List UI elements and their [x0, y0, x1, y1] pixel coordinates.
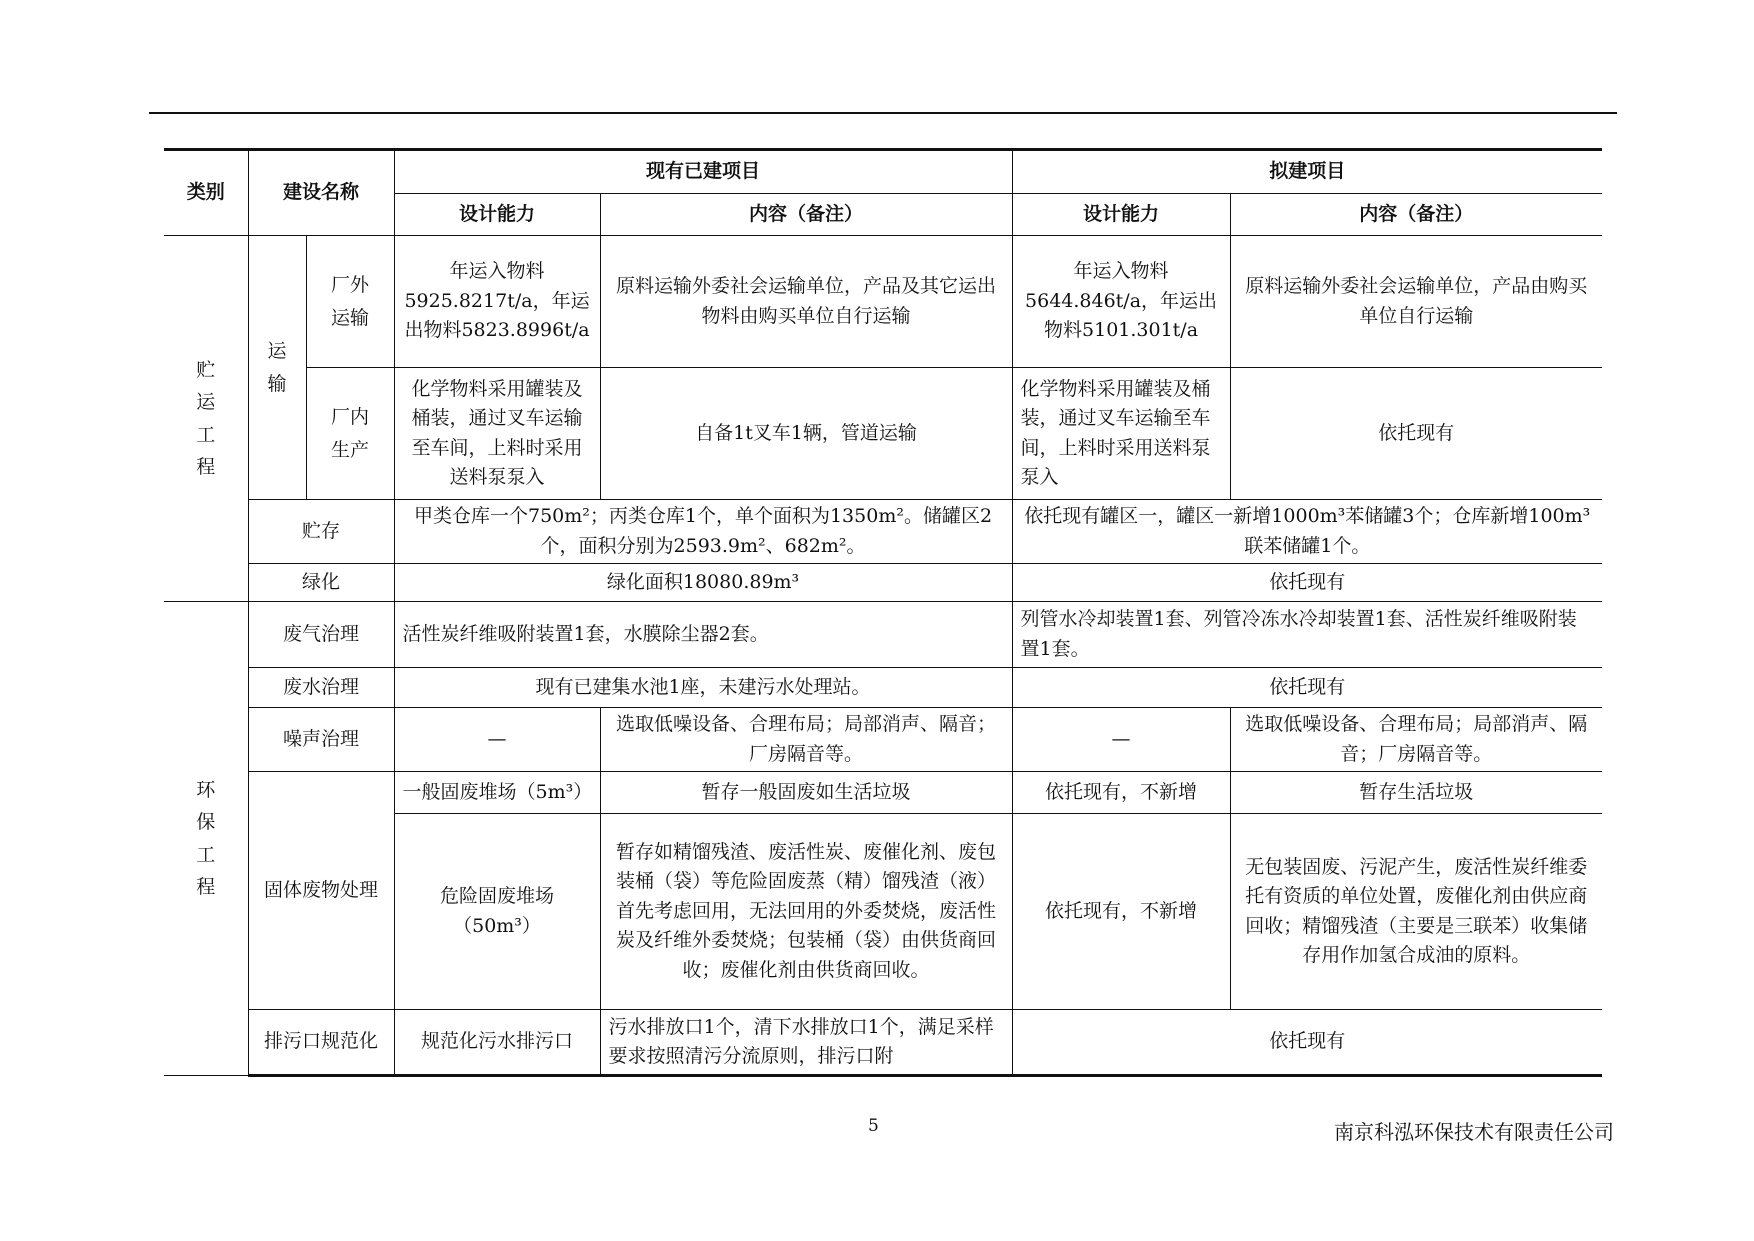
- outlet-proposed: 依托现有: [1012, 1010, 1602, 1076]
- engineering-table: [164, 148, 1602, 1077]
- external-transport-name: 厂外运输: [331, 274, 370, 329]
- noise-existing-capacity: —: [394, 708, 600, 772]
- transport-label-cell: [248, 236, 306, 500]
- noise-proposed-capacity: —: [1012, 708, 1230, 772]
- page-number: 5: [868, 1116, 879, 1136]
- greening-proposed: 依托现有: [1012, 564, 1602, 602]
- noise-existing-content: 选取低噪设备、合理布局；局部消声、隔音；厂房隔音等。: [600, 708, 1012, 772]
- storage-name: 贮存: [248, 500, 394, 564]
- transport-label: 运输: [267, 340, 287, 395]
- greening-name: 绿化: [248, 564, 394, 602]
- category-environmental: [164, 602, 248, 1076]
- header-existing-capacity: 设计能力: [394, 194, 600, 236]
- external-existing-capacity: 年运入物料5925.8217t/a，年运出物料5823.8996t/a: [394, 236, 600, 368]
- noise-proposed-content: 选取低噪设备、合理布局；局部消声、隔音；厂房隔音等。: [1230, 708, 1602, 772]
- internal-existing-content: 自备1t叉车1辆，管道运输: [600, 368, 1012, 500]
- waste-gas-name: 废气治理: [248, 602, 394, 668]
- header-proposed: 拟建项目: [1012, 150, 1602, 194]
- internal-proposed-content: 依托现有: [1230, 368, 1602, 500]
- solid-waste-name: 固体废物处理: [248, 772, 394, 1010]
- category-environmental-label: 环保工程: [196, 778, 216, 898]
- external-existing-content: 原料运输外委社会运输单位，产品及其它运出物料由购买单位自行运输: [600, 236, 1012, 368]
- outlet-existing-capacity: 规范化污水排污口: [394, 1010, 600, 1076]
- internal-existing-capacity: 化学物料采用罐装及桶装，通过叉车运输至车间，上料时采用送料泵泵入: [394, 368, 600, 500]
- outlet-name: 排污口规范化: [248, 1010, 394, 1076]
- storage-existing: 甲类仓库一个750m²；丙类仓库1个，单个面积为1350m²。储罐区2个，面积分别为2593.9m²、682m²。: [394, 500, 1012, 564]
- waste-water-name: 废水治理: [248, 668, 394, 708]
- header-name: 建设名称: [248, 150, 394, 236]
- general-waste-proposed-content: 暂存生活垃圾: [1230, 772, 1602, 814]
- general-waste-existing-content: 暂存一般固废如生活垃圾: [600, 772, 1012, 814]
- hazardous-waste-proposed-content: 无包装固废、污泥产生，废活性炭纤维委托有资质的单位处置，废催化剂由供应商回收；精馏残渣（主要是三联苯）收集储存用作加氢合成油的原料。: [1230, 814, 1602, 1010]
- internal-transport-name-cell: [306, 368, 394, 500]
- company-name: 南京科泓环保技术有限责任公司: [1334, 1120, 1614, 1144]
- internal-transport-name: 厂内生产: [331, 406, 370, 461]
- general-waste-existing-capacity: 一般固废堆场（5m³）: [394, 772, 600, 814]
- storage-proposed: 依托现有罐区一，罐区一新增1000m³苯储罐3个；仓库新增100m³联苯储罐1个。: [1012, 500, 1602, 564]
- waste-water-proposed: 依托现有: [1012, 668, 1602, 708]
- waste-gas-existing: 活性炭纤维吸附装置1套，水膜除尘器2套。: [394, 602, 1012, 668]
- noise-name: 噪声治理: [248, 708, 394, 772]
- hazardous-waste-existing-capacity: 危险固废堆场（50m³）: [394, 814, 600, 1010]
- waste-gas-proposed: 列管水冷却装置1套、列管冷冻水冷却装置1套、活性炭纤维吸附装置1套。: [1012, 602, 1602, 668]
- general-waste-proposed-capacity: 依托现有，不新增: [1012, 772, 1230, 814]
- internal-proposed-capacity: 化学物料采用罐装及桶装，通过叉车运输至车间，上料时采用送料泵泵入: [1012, 368, 1230, 500]
- header-proposed-capacity: 设计能力: [1012, 194, 1230, 236]
- category-storage-transport-label: 贮运工程: [196, 358, 216, 478]
- external-proposed-content: 原料运输外委社会运输单位，产品由购买单位自行运输: [1230, 236, 1602, 368]
- header-existing: 现有已建项目: [394, 150, 1012, 194]
- waste-water-existing: 现有已建集水池1座，未建污水处理站。: [394, 668, 1012, 708]
- header-existing-content: 内容（备注）: [600, 194, 1012, 236]
- category-storage-transport: [164, 236, 248, 602]
- hazardous-waste-proposed-capacity: 依托现有，不新增: [1012, 814, 1230, 1010]
- greening-existing: 绿化面积18080.89m³: [394, 564, 1012, 602]
- external-proposed-capacity: 年运入物料5644.846t/a，年运出物料5101.301t/a: [1012, 236, 1230, 368]
- header-category: 类别: [164, 150, 248, 236]
- header-rule: [149, 112, 1617, 114]
- outlet-existing-content: 污水排放口1个，清下水排放口1个，满足采样要求按照清污分流原则，排污口附: [600, 1010, 1012, 1076]
- header-proposed-content: 内容（备注）: [1230, 194, 1602, 236]
- hazardous-waste-existing-content: 暂存如精馏残渣、废活性炭、废催化剂、废包装桶（袋）等危险固废蒸（精）馏残渣（液）首先考虑回用，无法回用的外委焚烧，废活性炭及纤维外委焚烧；包装桶（袋）由供货商回收；废催化剂由供货商回收。: [600, 814, 1012, 1010]
- external-transport-name-cell: [306, 236, 394, 368]
